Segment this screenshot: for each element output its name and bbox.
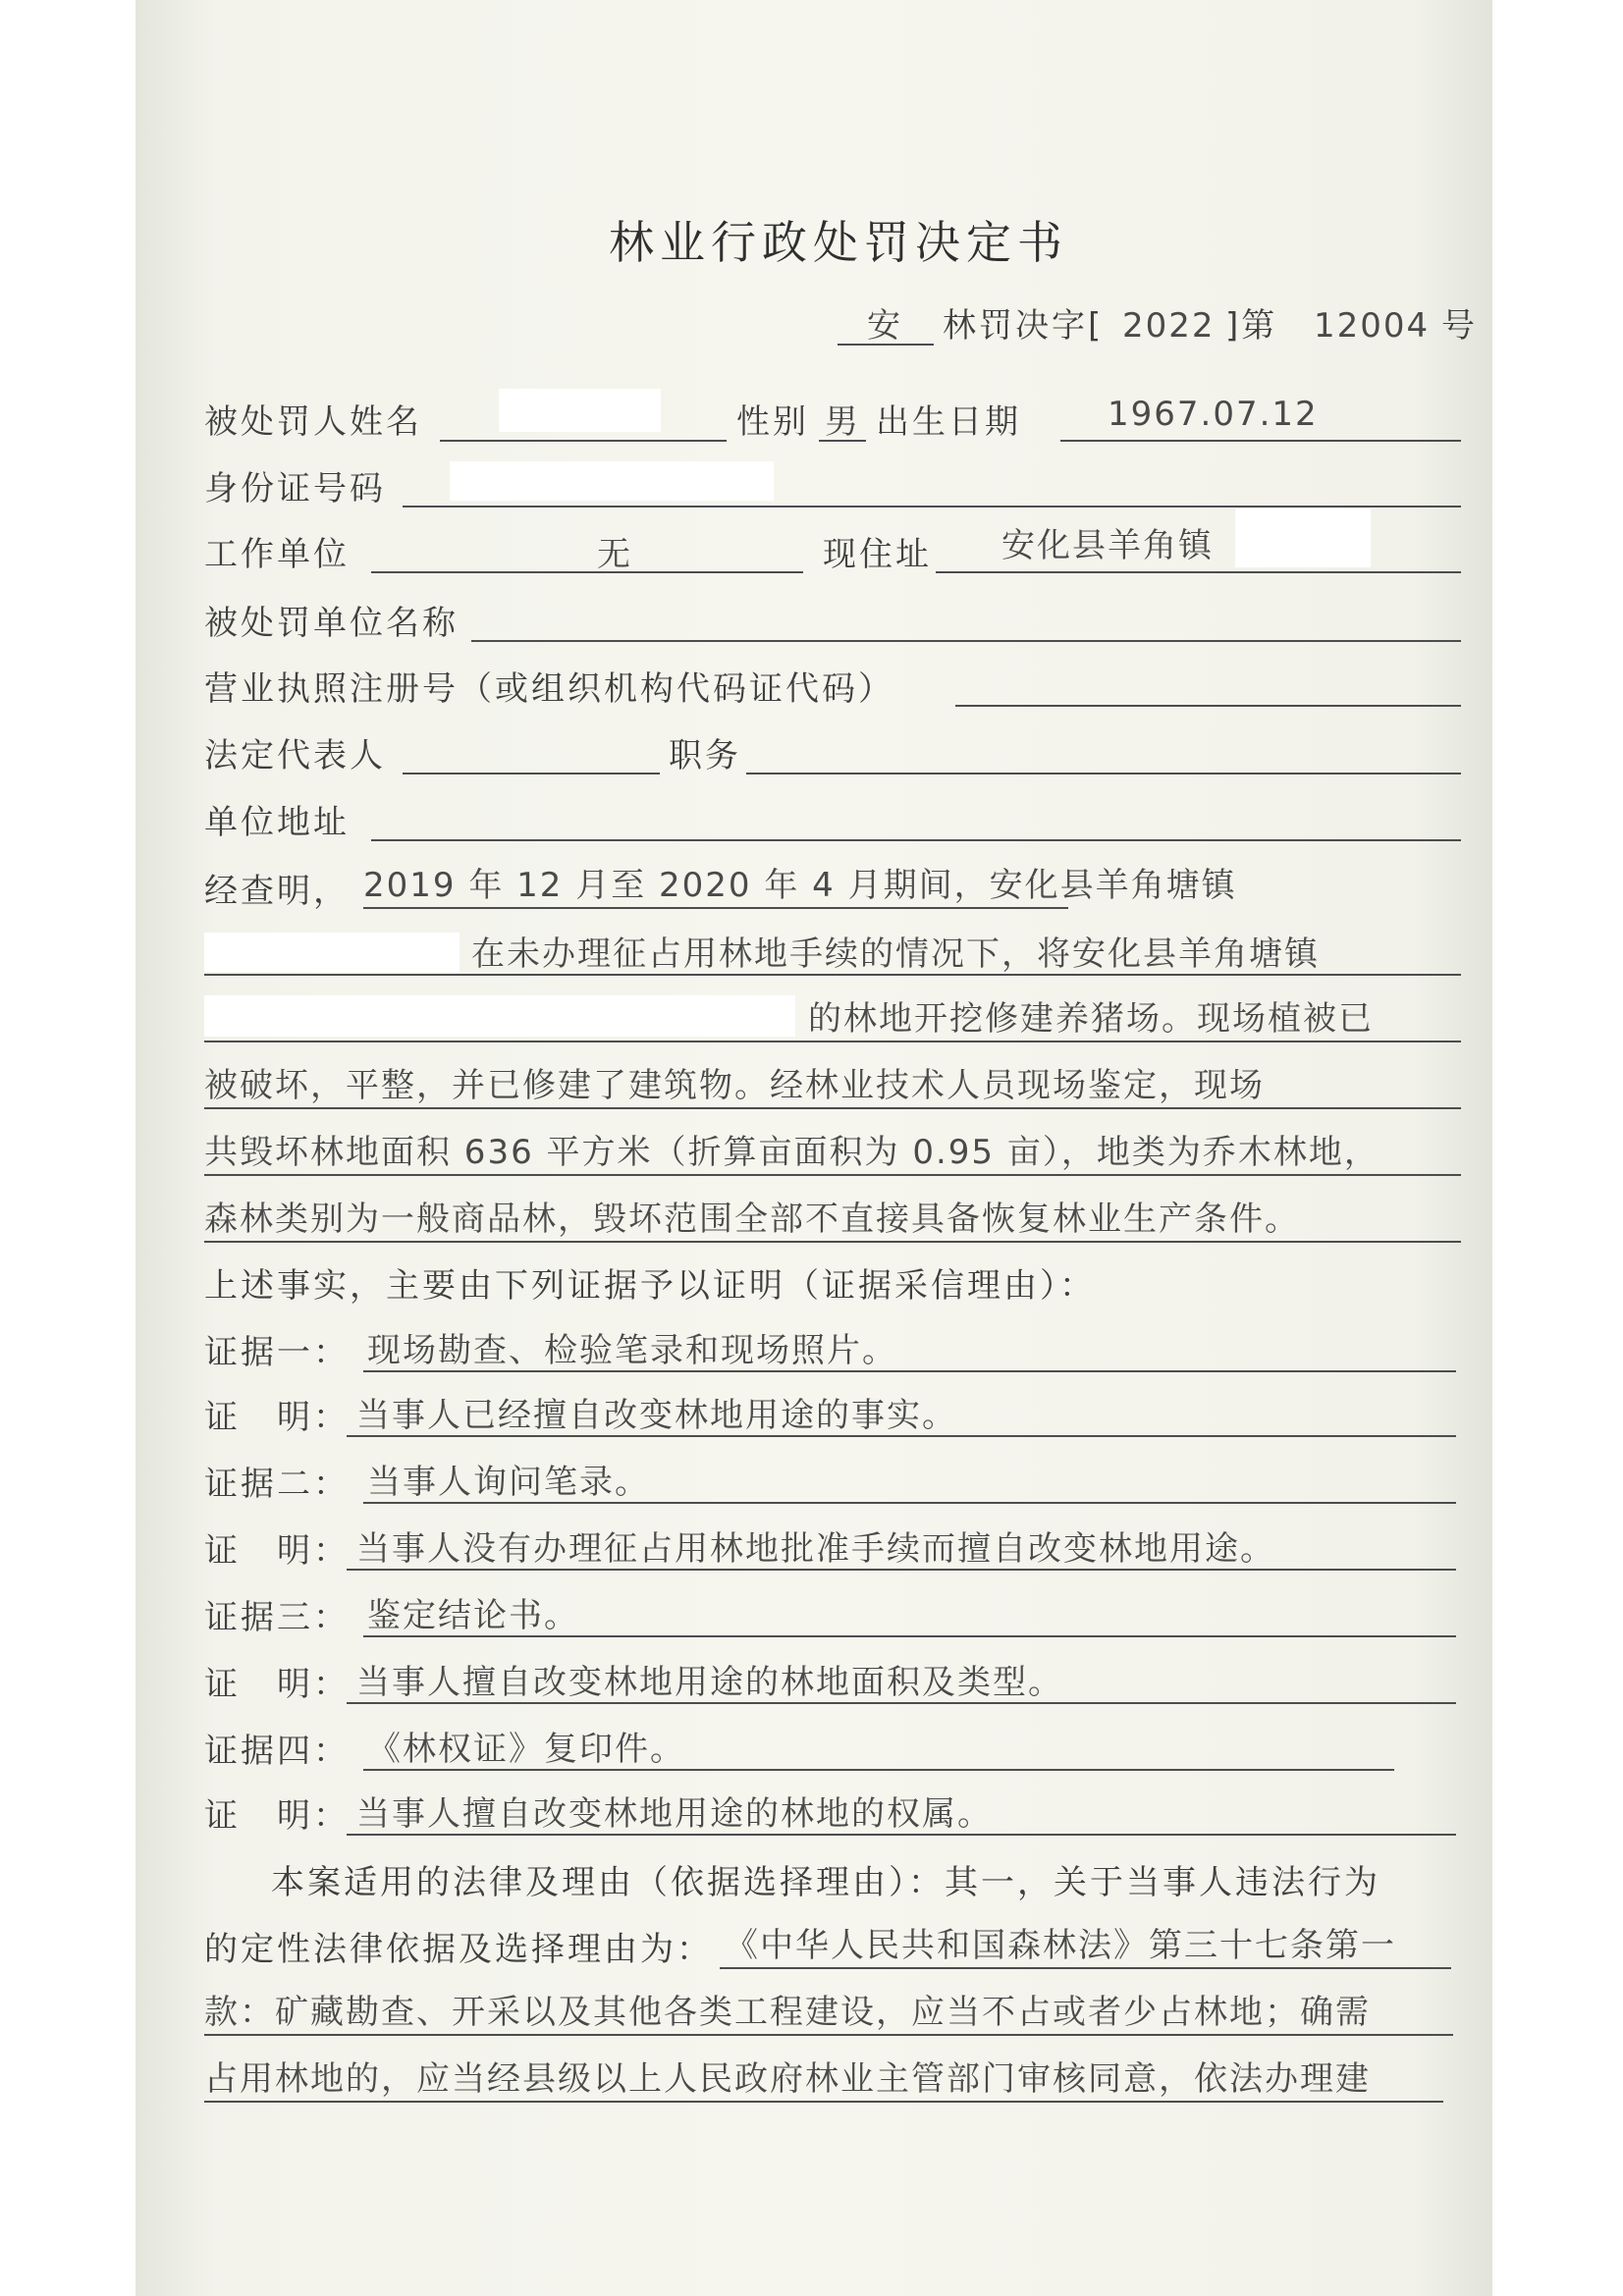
evidence-3-underline [363,1635,1456,1637]
law-line-1: 本案适用的法律及理由（依据选择理由）：其一，关于当事人违法行为 [271,1863,1380,1902]
redaction-facts-1 [204,933,460,972]
address-value: 安化县羊角镇 [1001,526,1214,565]
address-underline [936,571,1461,573]
birth-value: 1967.07.12 [1108,395,1319,434]
law-line-2-fill: 《中华人民共和国森林法》第三十七条第一 [725,1926,1396,1965]
legal-rep-field [403,773,660,774]
proof-3-underline [347,1702,1456,1704]
evidence-intro: 上述事实，主要由下列证据予以证明（证据采信理由）： [204,1266,1096,1306]
position-label: 职务 [669,736,741,775]
id-label: 身份证号码 [204,469,386,508]
law-line-2-plain: 的定性法律依据及选择理由为： [204,1930,713,1969]
facts-line-3-underline [204,1041,1461,1042]
position-field [746,773,1461,774]
redaction-id [450,461,774,501]
org-address-field [371,839,1461,841]
evidence-2-text: 当事人询问笔录。 [367,1463,650,1502]
evidence-2-underline [363,1502,1456,1504]
proof-3-label: 证 明： [204,1665,350,1704]
org-name-field [471,640,1461,642]
employer-value: 无 [597,535,632,574]
redaction-address [1235,508,1371,567]
document-title: 林业行政处罚决定书 [609,216,1068,269]
evidence-3-text: 鉴定结论书。 [367,1596,579,1635]
evidence-3-label: 证据三： [204,1598,350,1637]
facts-line-2-underline [204,974,1461,976]
license-field [955,705,1461,707]
facts-line-2: 在未办理征占用林地手续的情况下，将安化县羊角塘镇 [471,934,1320,974]
proof-4-underline [347,1834,1456,1836]
case-prefix: 安 [867,306,902,346]
gender-label: 性别 [736,402,809,442]
evidence-2-label: 证据二： [204,1465,350,1504]
facts-line-3: 的林地开挖修建养猪场。现场植被已 [808,999,1374,1039]
law-line-3-underline [204,2034,1453,2036]
employer-underline [371,571,803,573]
proof-2-text: 当事人没有办理征占用林地批准手续而擅自改变林地用途。 [356,1529,1275,1569]
proof-2-underline [347,1569,1456,1571]
evidence-4-text: 《林权证》复印件。 [367,1730,685,1769]
evidence-4-label: 证据四： [204,1732,350,1771]
facts-line-5-underline [204,1174,1461,1176]
proof-1-text: 当事人已经擅自改变林地用途的事实。 [356,1396,957,1435]
case-label: 林罚决字[ [943,306,1105,346]
proof-1-label: 证 明： [204,1398,350,1437]
proof-1-underline [347,1435,1456,1437]
case-middle: ]第 [1225,306,1278,346]
id-field [403,506,1461,507]
proof-2-label: 证 明： [204,1531,350,1571]
org-name-label: 被处罚单位名称 [204,604,459,643]
facts-line-6: 森林类别为一般商品林，毁坏范围全部不直接具备恢复林业生产条件。 [204,1200,1300,1239]
address-label: 现住址 [823,535,932,574]
redaction-facts-2 [204,995,795,1037]
gender-underline [819,440,866,442]
name-field [440,440,727,442]
case-suffix: 号 [1441,306,1478,346]
license-label: 营业执照注册号（或组织机构代码证代码） [204,669,894,709]
case-serial: 12004 [1314,306,1431,346]
facts-line-6-underline [204,1241,1461,1243]
law-line-4: 占用林地的，应当经县级以上人民政府林业主管部门审核同意，依法办理建 [204,2059,1371,2099]
case-prefix-underline [838,344,934,346]
name-label: 被处罚人姓名 [204,402,422,442]
proof-3-text: 当事人擅自改变林地用途的林地面积及类型。 [356,1663,1063,1702]
gender-value: 男 [825,402,860,442]
facts-line-1-underline [363,907,1068,909]
employer-label: 工作单位 [204,535,350,574]
evidence-1-text: 现场勘查、检验笔录和现场照片。 [367,1331,897,1370]
case-year: 2022 [1122,306,1216,346]
birth-underline [1060,440,1461,442]
legal-rep-label: 法定代表人 [204,736,386,775]
facts-line-1: 2019 年 12 月至 2020 年 4 月期间，安化县羊角塘镇 [363,866,1237,905]
redaction-name [499,389,661,432]
facts-line-4-underline [204,1107,1461,1109]
law-line-3: 款：矿藏勘查、开采以及其他各类工程建设，应当不占或者少占林地；确需 [204,1993,1371,2032]
law-line-4-underline [204,2101,1443,2103]
facts-line-4: 被破坏，平整，并已修建了建筑物。经林业技术人员现场鉴定，现场 [204,1066,1265,1105]
org-address-label: 单位地址 [204,803,350,842]
evidence-4-underline [363,1769,1394,1771]
proof-4-label: 证 明： [204,1796,350,1836]
document-page [135,0,1492,2296]
facts-line-5: 共毁坏林地面积 636 平方米（折算亩面积为 0.95 亩），地类为乔木林地， [204,1133,1380,1172]
evidence-1-label: 证据一： [204,1333,350,1372]
evidence-1-underline [363,1370,1456,1372]
birth-label: 出生日期 [876,402,1021,442]
law-line-2-underline [720,1967,1451,1969]
facts-lead: 经查明， [204,872,350,911]
proof-4-text: 当事人擅自改变林地用途的林地的权属。 [356,1794,993,1834]
